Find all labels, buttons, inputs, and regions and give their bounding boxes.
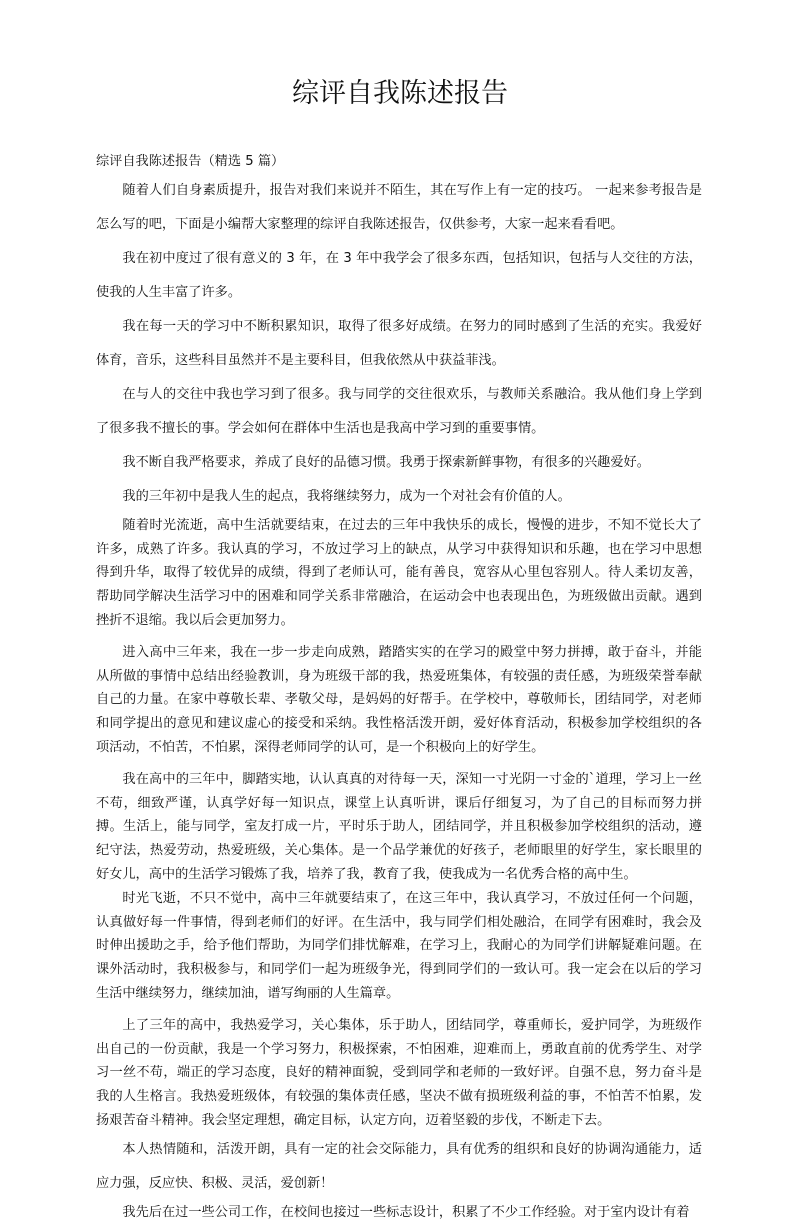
- paragraph-11: 上了三年的高中，我热爱学习，关心集体，乐于助人，团结同学，尊重师长，爱护同学，为班级作出自己的一份贡献，我是一个学习努力，积极探索，不怕困难，迎难而上，勇敢直前的优秀学生、对学习一丝不苟，端正的学习态度，良好的精神面貌，受到同学和老师的一致好评。自强不息，努力奋斗是我的人生格言。我热爱班级体，有较强的集体责任感，坚决不做有损班级利益的事，不怕苦不怕累，发扬艰苦奋斗精神。我会坚定理想，确定目标，认定方向，迈着坚毅的步伐，不断走下去。: [96, 1017, 702, 1128]
- document-body: [96, 150, 702, 1225]
- paragraph-7: 随着时光流逝，高中生活就要结束，在过去的三年中我快乐的成长，慢慢的进步，不知不觉长大了许多，成熟了许多。我认真的学习，不放过学习上的缺点，从学习中获得知识和乐趣，也在学习中思想得到升华，取得了较优异的成绩，得到了老师认可，能有善良，宽容从心里包容别人。待人柔切友善，帮助同学解决生活学习中的困难和同学关系非常融洽，在运动会中也表现出色，为班级做出贡献。遇到挫折不退缩。我以后会更加努力。: [96, 517, 702, 628]
- document-title: 综评自我陈述报告: [292, 78, 508, 109]
- paragraph-9: 我在高中的三年中，脚踏实地，认认真真的对待每一天，深知一寸光阴一寸金的`道理，学习上一丝不苟，细致严谨，认真学好每一知识点，课堂上认真听讲，课后仔细复习，为了自己的目标而努力拼搏。生活上，能与同学，室友打成一片，平时乐于助人，团结同学，并且积极参加学校组织的活动，遵纪守法，热爱劳动，热爱班级，关心集体。是一个品学兼优的好孩子，老师眼里的好学生，家长眼里的好女儿，高中的生活学习锻炼了我，培养了我，教育了我，使我成为一名优秀合格的高中生。: [96, 771, 702, 882]
- paragraph-13: 我先后在过一些公司工作，在校间也接过一些标志设计，积累了不少工作经验。对于室内设计有着: [122, 1204, 690, 1220]
- paragraph-10: 时光飞逝，不只不觉中，高中三年就要结束了，在这三年中，我认真学习，不放过任何一个问题，认真做好每一件事情，得到老师们的好评。在生活中，我与同学们相处融洽，在同学有困难时，我会及时伸出援助之手，给予他们帮助，为同学们排忧解难，在学习上，我耐心的为同学们讲解疑难问题。在课外活动时，我积极参与，和同学们一起为班级争光，得到同学们的一致认可。我一定会在以后的学习生活中继续努力，继续加油，谱写绚丽的人生篇章。: [96, 890, 702, 1001]
- paragraph-1: 随着人们自身素质提升，报告对我们来说并不陌生，其在写作上有一定的技巧。 一起来参考报告是怎么写的吧，下面是小编帮大家整理的综评自我陈述报告，仅供参考，大家一起来看看吧。: [96, 182, 702, 232]
- paragraph-5: 我不断自我严格要求，养成了良好的品德习惯。我勇于探索新鲜事物，有很多的兴趣爱好。: [122, 454, 650, 470]
- paragraph-12: 本人热情随和，活泼开朗，具有一定的社会交际能力，具有优秀的组织和良好的协调沟通能力，适应力强，反应快、积极、灵活，爱创新！: [96, 1141, 702, 1191]
- document-subtitle: 综评自我陈述报告（精选 5 篇）: [96, 154, 285, 169]
- paragraph-4: 在与人的交往中我也学习到了很多。我与同学的交往很欢乐，与教师关系融洽。我从他们身上学到了很多我不擅长的事。学会如何在群体中生活也是我高中学习到的重要事情。: [96, 386, 702, 436]
- paragraph-8: 进入高中三年来，我在一步一步走向成熟，踏踏实实的在学习的殿堂中努力拼搏，敢于奋斗，并能从所做的事情中总结出经验教训，身为班级干部的我，热爱班集体，有较强的责任感，为班级荣誉奉献自己的力量。在家中尊敬长辈、孝敬父母，是妈妈的好帮手。在学校中，尊敬师长，团结同学，对老师和同学提出的意见和建议虚心的接受和采纳。我性格活泼开朗，爱好体育活动，积极参加学校组织的各项活动，不怕苦，不怕累，深得老师同学的认可，是一个积极向上的好学生。: [96, 644, 702, 755]
- paragraph-6: 我的三年初中是我人生的起点，我将继续努力，成为一个对社会有价值的人。: [122, 488, 571, 504]
- paragraph-2: 我在初中度过了很有意义的 3 年，在 3 年中我学会了很多东西，包括知识，包括与人交往的方法，使我的人生丰富了许多。: [96, 250, 702, 300]
- paragraph-3: 我在每一天的学习中不断积累知识，取得了很多好成绩。在努力的同时感到了生活的充实。我爱好体育，音乐，这些科目虽然并不是主要科目，但我依然从中获益菲浅。: [96, 318, 702, 368]
